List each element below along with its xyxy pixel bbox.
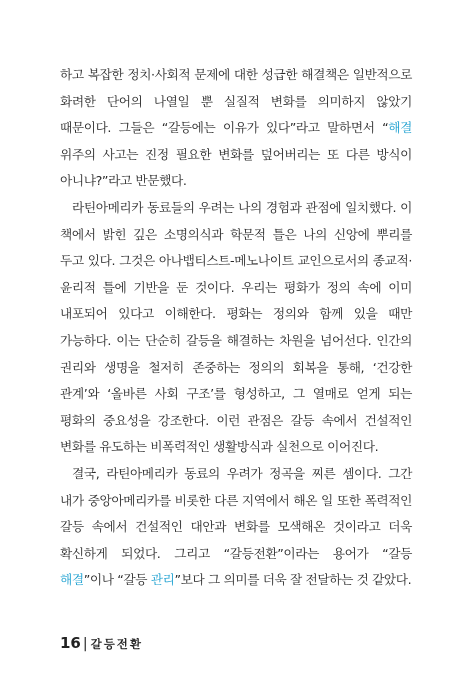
page-number: 16: [60, 634, 81, 652]
page-body: [60, 62, 412, 594]
text-run: 위주의 사고는 진정 필요한 변화를 덮어버리는 또 다른 방식이 아니냐?”라고 반문했다.: [60, 146, 412, 189]
text-run: 하고 복잡한 정치·사회적 문제에 대한 성급한 해결책은 일반적으로 화려한 단어의 나열일 뿐 실질적 변화를 의미하지 않았기 때문이다. 그들은 “갈등에는 이유가 있다”라고 말하면서 “: [60, 67, 412, 136]
highlighted-term: 해결: [60, 572, 84, 588]
book-title: 갈등전환: [90, 637, 144, 651]
paragraph: [60, 461, 412, 594]
paragraph: [60, 195, 412, 461]
highlighted-term: 관리: [150, 572, 175, 588]
page-footer: [60, 634, 143, 652]
footer-separator: |: [82, 636, 88, 652]
text-run: 결국, 라틴아메리카 동료의 우려가 정곡을 찌른 셈이다. 그간 내가 중앙아메리카를 비롯한 다른 지역에서 해온 일 또한 폭력적인 갈등 속에서 건설적인 대안과 변화를 모색해온 것이라고 더욱 확신하게 되었다. 그리고 “갈등전환”이라는 용어가 “갈등: [60, 465, 412, 561]
paragraph: [60, 62, 412, 195]
highlighted-term: 해결: [388, 120, 412, 136]
text-run: ”이나 “갈등: [83, 572, 151, 588]
text-run: 라틴아메리카 동료들의 우려는 나의 경험과 관점에 일치했다. 이 책에서 밝힌 깊은 소명의식과 학문적 틀은 나의 신앙에 뿌리를 두고 있다. 그것은 아나뱁티스트-메노나이트 교인으로서의 종교적·윤리적 틀에 기반을 둔 것이다. 우리는 평화가 정의 속에 이미 내포되어 있다고 이해한다. 평화는 정의와 함께 있을 때만 가능하다. 이는 단순히 갈등을 해결하는 차원을 넘어선다. 인간의 권리와 생명을 철저히 존중하는 정의의 회복을 통해, ‘건강한 관계’와 ‘올바른 사회 구조’를 형성하고, 그 열매로 얻게 되는 평화의 중요성을 강조한다. 이런 관점은 갈등 속에서 건설적인 변화를 유도하는 비폭력적인 생활방식과 실천으로 이어진다.: [60, 199, 412, 455]
text-run: ”보다 그 의미를 더욱 잘 전달하는 것 같았다.: [174, 572, 412, 588]
